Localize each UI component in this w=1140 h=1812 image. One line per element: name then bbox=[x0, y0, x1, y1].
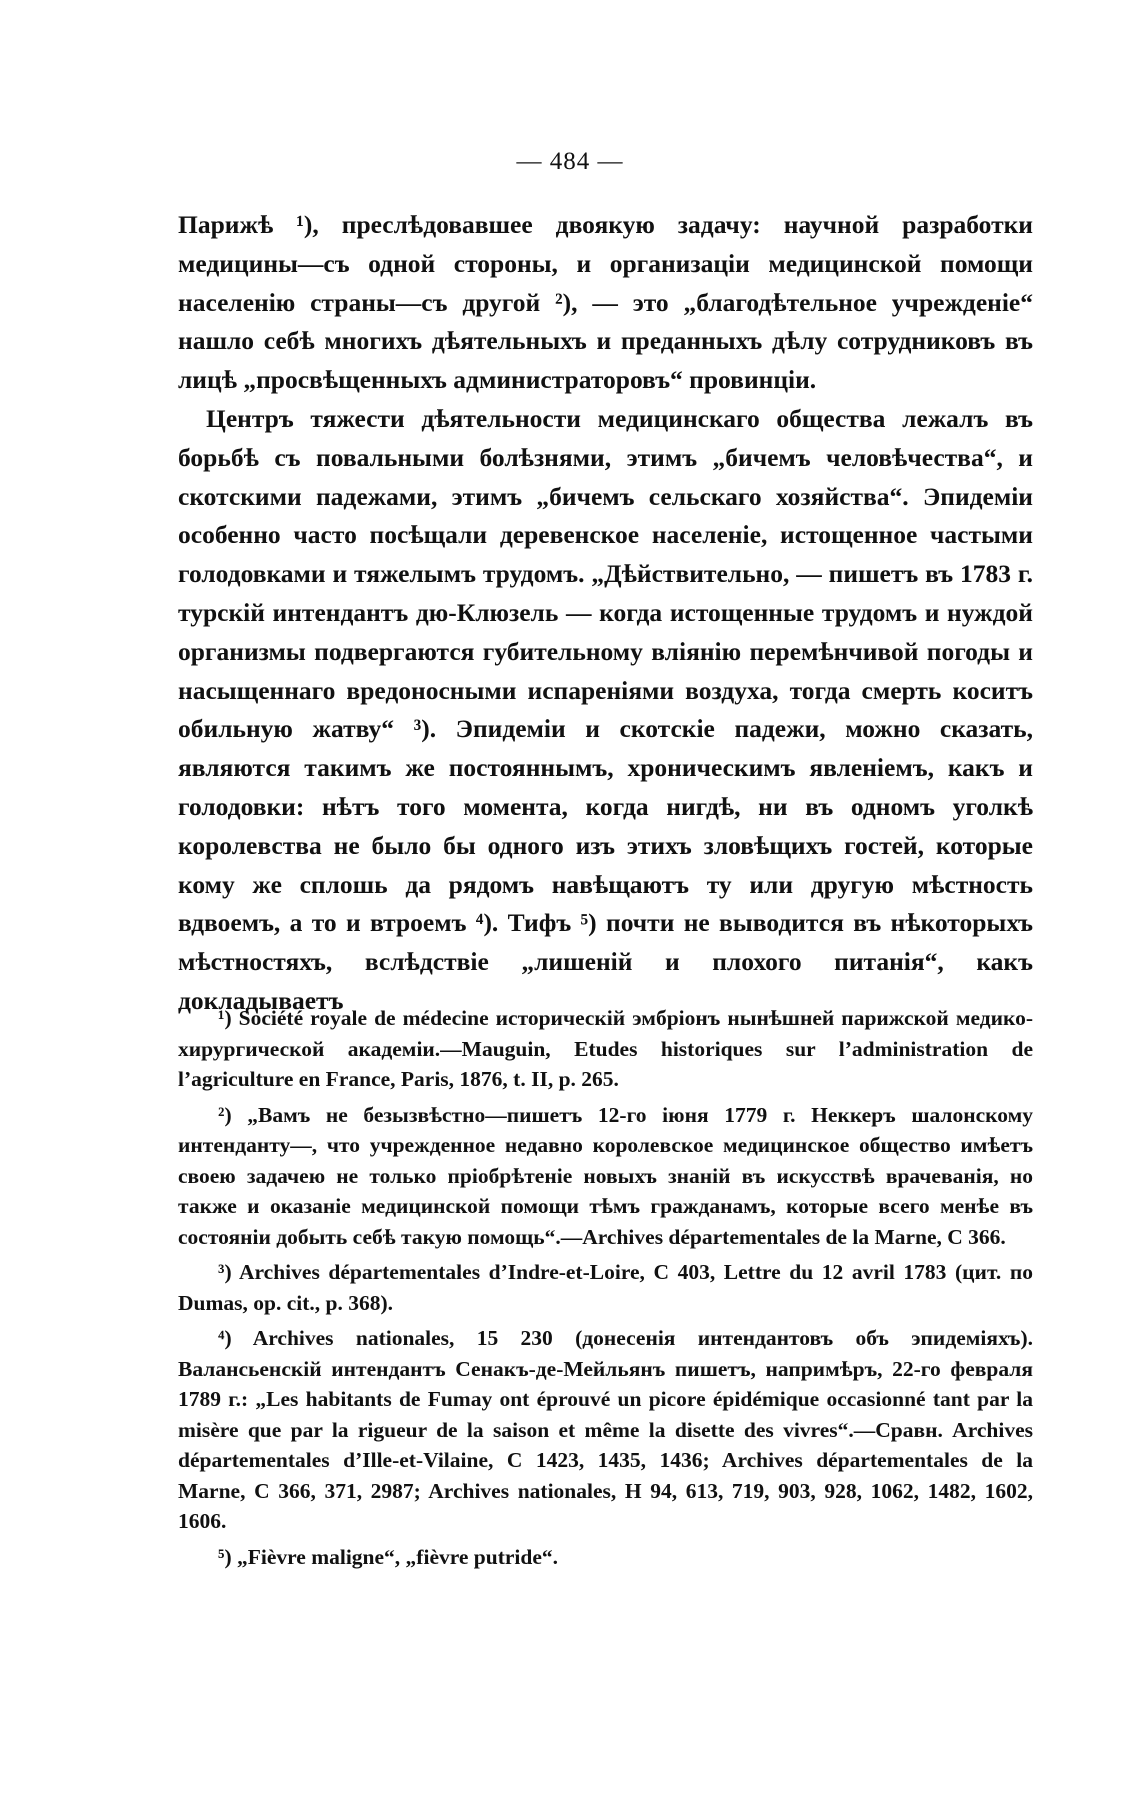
footnote-1: ¹) Société royale de médecine историческій эмбріонъ нынѣшней парижской медико-хирургической академіи.—Mauguin, Etudes historiques sur l’administration de l’agriculture en France, Paris, 1876, t. II, p. 265. bbox=[178, 1006, 1033, 1091]
footnote-5: ⁵) „Fièvre maligne“, „fièvre putride“. bbox=[218, 1544, 559, 1569]
footnotes bbox=[178, 1003, 1033, 1572]
main-text bbox=[178, 206, 1033, 1021]
paragraph: Парижѣ ¹), преслѣдовавшее двоякую задачу: научной разработки медицины—съ одной стороны, и организаціи медицинской помощи населенію страны—съ другой ²), — это „благодѣтельное учрежденіе“ нашло себѣ многихъ дѣятельныхъ и преданныхъ дѣлу сотрудниковъ въ лицѣ „просвѣщенныхъ администраторовъ“ провинціи. bbox=[178, 210, 1033, 395]
paragraph: Центръ тяжести дѣятельности медицинскаго общества лежалъ въ борьбѣ съ повальными болѣзнями, этимъ „бичемъ человѣчества“, и скотскими падежами, этимъ „бичемъ сельскаго хозяйства“. Эпидеміи особенно часто посѣщали деревенское населеніе, истощенное частыми голодовками и тяжелымъ трудомъ. „Дѣйствительно, — пишетъ въ 1783 г. турскій интендантъ дю-Клюзель — когда истощенные трудомъ и нуждой организмы подвергаются губительному вліянію перемѣнчивой погоды и насыщеннаго вредоносными испареніями воздуха, тогда смерть коситъ обильную жатву“ ³). Эпидеміи и скотскіе падежи, можно сказать, являются такимъ же постояннымъ, хроническимъ явленіемъ, какъ и голодовки: нѣтъ того момента, когда нигдѣ, ни въ одномъ уголкѣ королевства не было бы одного изъ этихъ зловѣщихъ гостей, которые кому же сплошь да рядомъ навѣщаютъ ту или другую мѣстность вдвоемъ, а то и втроемъ ⁴). Тифъ ⁵) почти не выводится въ нѣкоторыхъ мѣстностяхъ, вслѣдствіе „лишеній и плохого питанія“, какъ докладываетъ bbox=[178, 403, 1033, 1015]
footnote-4: ⁴) Archives nationales, 15 230 (донесенія интендантовъ объ эпидеміяхъ). Валансьенскій интендантъ Сенакъ-де-Мейльянъ пишетъ, напримѣръ, 22-го февраля 1789 г.: „Les habitants de Fumay ont éprouvé un picore épidémique occasionné tant par la misère que par la rigueur de la saison et même la disette des vivres“.—Сравн. Archives départementales d’Ille-et-Vilaine, C 1423, 1435, 1436; Archives départementales de la Marne, C 366, 371, 2987; Archives nationales, H 94, 613, 719, 903, 928, 1062, 1482, 1602, 1606. bbox=[178, 1326, 1033, 1533]
footnote-3: ³) Archives départementales d’Indre-et-Loire, C 403, Lettre du 12 avril 1783 (цит. по Dumas, op. cit., p. 368). bbox=[178, 1260, 1033, 1315]
footnote-2: ²) „Вамъ не безызвѣстно—пишетъ 12-го іюня 1779 г. Неккеръ шалонскому интенданту—, что учрежденное недавно королевское медицинское общество имѣетъ своею задачею не только пріобрѣтеніе новыхъ знаній въ искусствѣ врачеванія, но также и оказаніе медицинской помощи тѣмъ гражданамъ, которые всего менѣе въ состояніи добыть себѣ такую помощь“.—Archives départementales de la Marne, C 366. bbox=[178, 1102, 1033, 1249]
page-number: — 484 — bbox=[516, 148, 624, 175]
